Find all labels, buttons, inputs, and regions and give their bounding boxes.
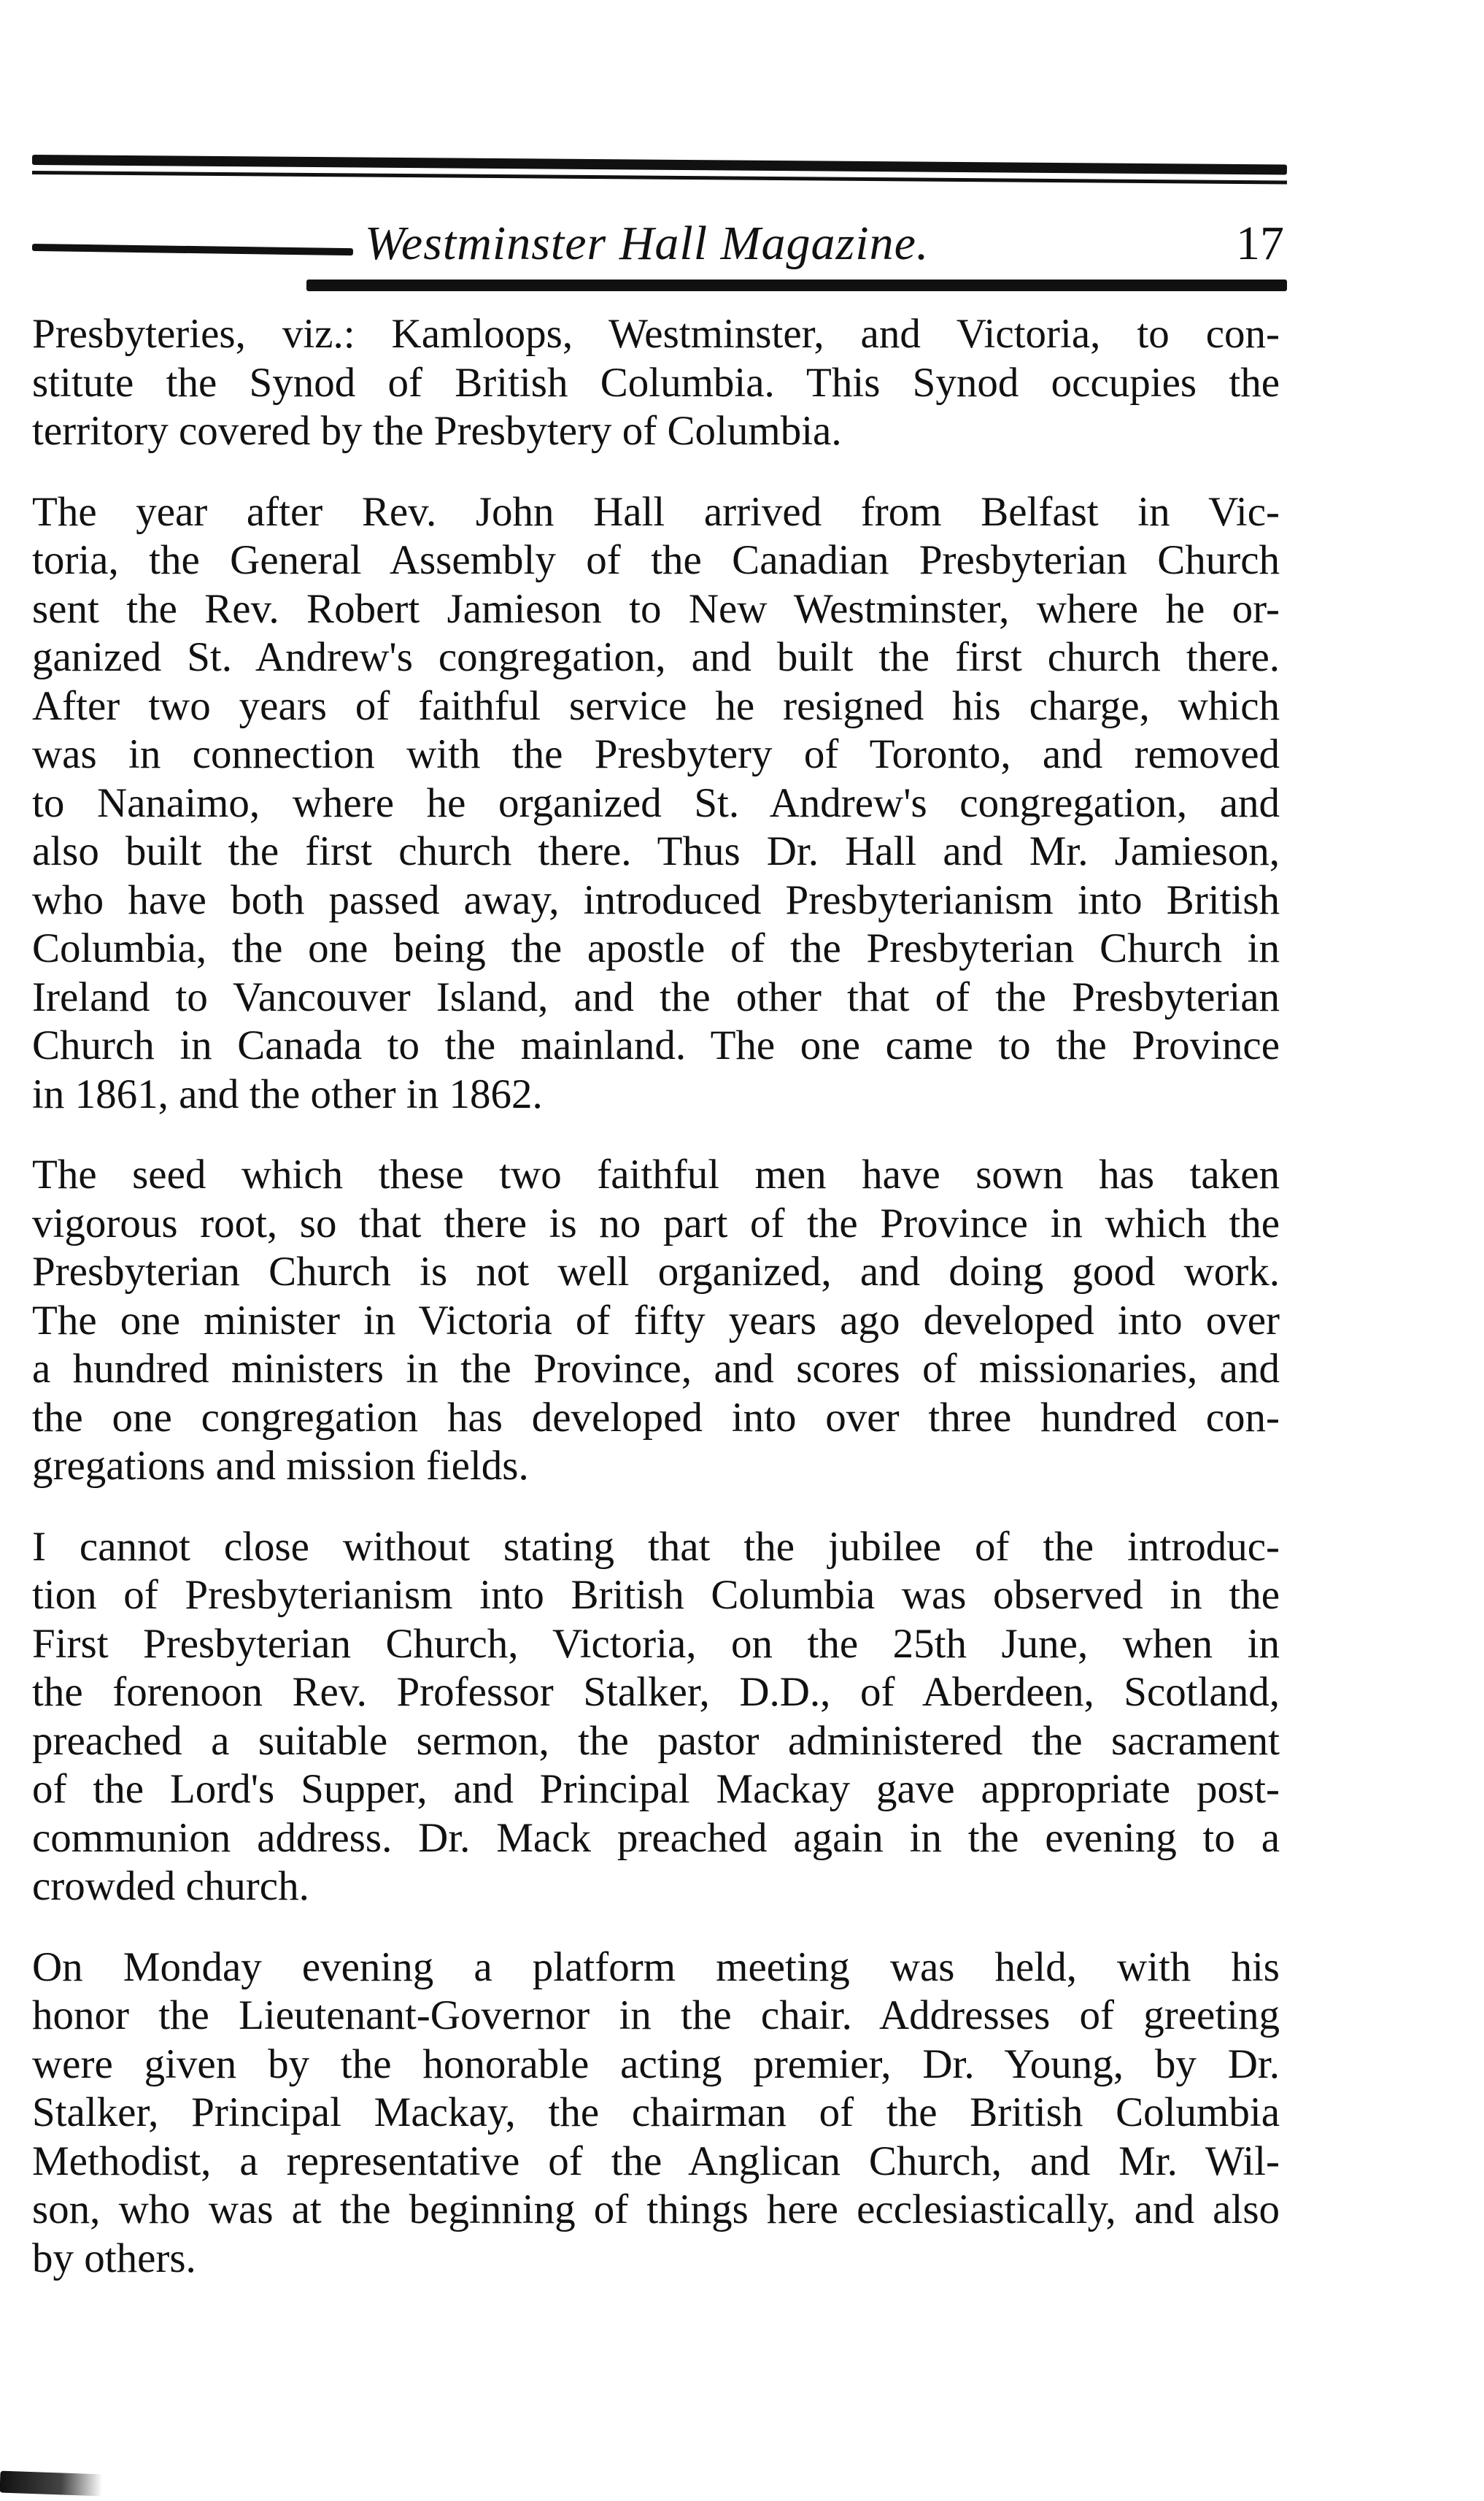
text-line: Church in Canada to the mainland. The one came to the Province <box>32 1022 1280 1068</box>
header-rule-bottom <box>306 280 1287 291</box>
text-line: stitute the Synod of British Columbia. This Synod occupies the <box>32 359 1280 406</box>
text-line: who have both passed away, introduced Presbyterianism into British <box>32 876 1280 923</box>
text-line: I cannot close without stating that the jubilee of the introduc- <box>32 1523 1280 1570</box>
text-line: The seed which these two faithful men have sown has taken <box>32 1152 1280 1198</box>
text-line: On Monday evening a platform meeting was held, with his <box>32 1943 1280 1990</box>
paragraph <box>32 310 1280 456</box>
text-line: the one congregation has developed into over three hundred con- <box>32 1394 1280 1441</box>
text-line: were given by the honorable acting premier, Dr. Young, by Dr. <box>32 2041 1280 2087</box>
text-line: tion of Presbyterianism into British Columbia was observed in the <box>32 1572 1280 1618</box>
text-line: sent the Rev. Robert Jamieson to New Westminster, where he or- <box>32 585 1280 632</box>
text-line: also built the first church there. Thus Dr. Hall and Mr. Jamieson, <box>32 828 1280 874</box>
text-line: toria, the General Assembly of the Canadian Presbyterian Church <box>32 537 1280 583</box>
text-line: territory covered by the Presbytery of Columbia. <box>32 408 842 454</box>
text-line: Presbyterian Church is not well organized, and doing good work. <box>32 1249 1280 1295</box>
text-line: to Nanaimo, where he organized St. Andrew's congregation, and <box>32 779 1280 826</box>
text-line: The one minister in Victoria of fifty years ago developed into over <box>32 1297 1280 1344</box>
text-line: preached a suitable sermon, the pastor administered the sacrament <box>32 1717 1280 1764</box>
paragraph <box>32 1523 1280 1911</box>
text-line: ganized St. Andrew's congregation, and built the first church there. <box>32 634 1280 680</box>
text-line: by others. <box>32 2235 196 2281</box>
paragraph <box>32 488 1280 1120</box>
text-line: honor the Lieutenant-Governor in the chair. Addresses of greeting <box>32 1992 1280 2038</box>
text-line: gregations and mission fields. <box>32 1443 529 1489</box>
article-body <box>32 310 1280 2315</box>
header-rule-left <box>32 244 353 255</box>
page-number: 17 <box>1236 217 1284 270</box>
text-line: Ireland to Vancouver Island, and the other that of the Presbyterian <box>32 974 1280 1020</box>
text-line: the forenoon Rev. Professor Stalker, D.D., of Aberdeen, Scotland, <box>32 1669 1280 1715</box>
paragraph <box>32 1151 1280 1491</box>
text-line: First Presbyterian Church, Victoria, on the 25th June, when in <box>32 1620 1280 1667</box>
text-line: Columbia, the one being the apostle of the Presbyterian Church in <box>32 925 1280 971</box>
text-line: Stalker, Principal Mackay, the chairman of the British Columbia <box>32 2089 1280 2135</box>
text-line: crowded church. <box>32 1863 309 1909</box>
text-line: was in connection with the Presbytery of Toronto, and removed <box>32 731 1280 777</box>
text-line: of the Lord's Supper, and Principal Mackay gave appropriate post- <box>32 1766 1280 1812</box>
text-line: The year after Rev. John Hall arrived from Belfast in Vic- <box>32 488 1280 535</box>
text-line: Presbyteries, viz.: Kamloops, Westminster, and Victoria, to con- <box>32 311 1280 357</box>
text-line: son, who was at the beginning of things here ecclesiastically, and also <box>32 2186 1280 2232</box>
text-line: After two years of faithful service he resigned his charge, which <box>32 682 1280 729</box>
text-line: a hundred ministers in the Province, and scores of missionaries, and <box>32 1346 1280 1392</box>
text-line: in 1861, and the other in 1862. <box>32 1071 543 1117</box>
text-line: communion address. Dr. Mack preached again in the evening to a <box>32 1814 1280 1861</box>
running-head-title: Westminster Hall Magazine. <box>365 217 930 270</box>
text-line: vigorous root, so that there is no part of the Province in which the <box>32 1200 1280 1246</box>
text-line: Methodist, a representative of the Anglican Church, and Mr. Wil- <box>32 2138 1280 2184</box>
paragraph <box>32 1943 1280 2284</box>
scan-edge-mark <box>0 2471 102 2497</box>
